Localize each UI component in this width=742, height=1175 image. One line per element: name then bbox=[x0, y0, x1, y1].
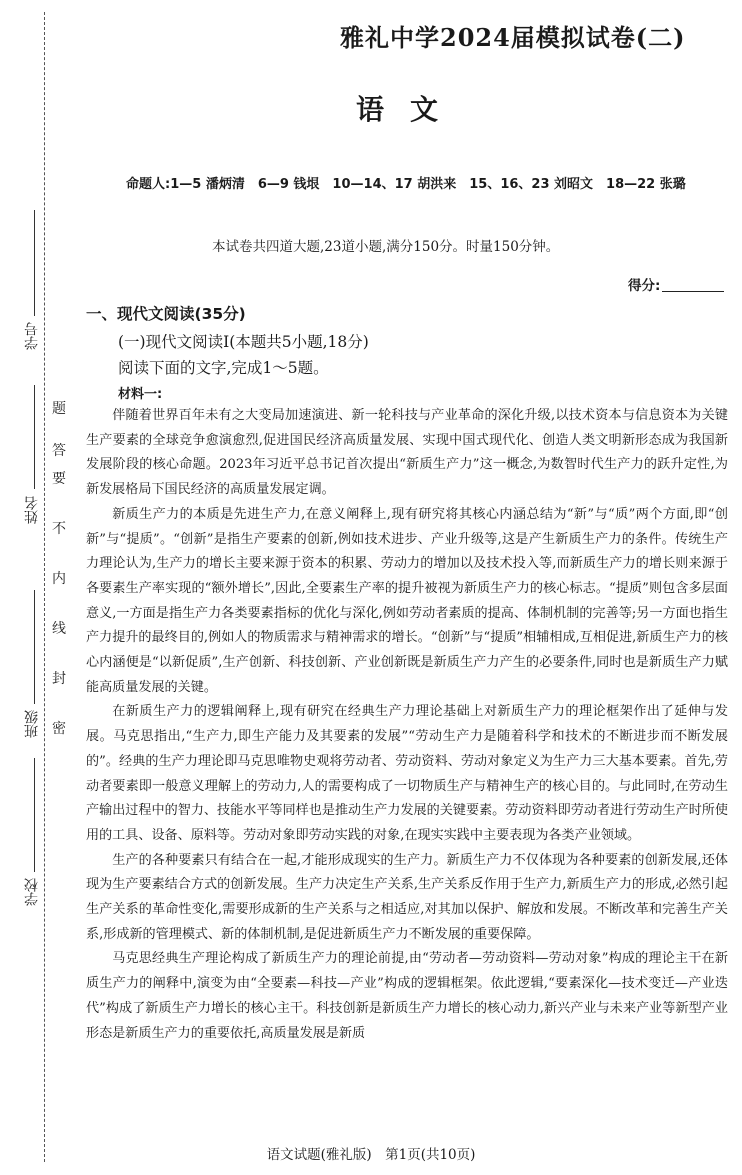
class-label: 班级 bbox=[24, 710, 40, 738]
seal-char-da: 答 bbox=[52, 443, 66, 459]
paragraph: 新质生产力的本质是先进生产力,在意义阐释上,现有研究将其核心内涵总结为“新”与“质”两个方面,即“创新”与“提质”。“创新”是指生产要素的创新,例如技术进步、产业升级等,这是产生新质生产力的条件。传统生产力理论认为,生产力的增长主要来源于资本的积累、劳动力的增加以及技术投入等,而新质生产力的增长则来源于各要素生产率实现的“额外增长”,因此,全要素生产率的提升被视为新质生产力的核心标志。“提质”则包含多层面意义,一方面是指生产力各类要素指标的优化与深化,例如劳动者素质的提高、体制机制的完善等;另一方面也指生产力提升的最终目的,例如人的物质需求与精神需求的增长。“创新”与“提质”相辅相成,互相促进,新质生产力的核心内涵便是“以新促质”,生产创新、科技创新、产业创新既是新质生产力产生的必要条件,同时也是新质生产力赋能高质量发展的关键。 bbox=[86, 506, 728, 695]
seal-char-mi: 密 bbox=[52, 721, 66, 737]
seal-char-yao: 要 bbox=[52, 471, 66, 487]
reading-instruction: 阅读下面的文字,完成1～5题。 bbox=[118, 359, 329, 377]
seal-char-xian: 线 bbox=[52, 621, 66, 637]
paragraph: 在新质生产力的逻辑阐释上,现有研究在经典生产力理论基础上对新质生产力的理论框架作出了延伸与发展。马克思指出,“生产力,即生产能力及其要素的发展”“劳动生产力是随着科学和技术的不断进步而不断发展的”。经典的生产力理论即马克思唯物史观将劳动者、劳动资料、劳动对象定义为生产力三大基本要素。首先,劳动者要素即一般意义理解上的劳动力,人的需要构成了一切物质生产与精神生产的核心目的。与此同时,在劳动生产输出过程中的智力、技能水平等同样也是推动生产力发展的关键要素。劳动资料即劳动者进行劳动生产时所使用的工具、设备、原料等。劳动对象即劳动实践的对象,在现实实践中主要表现为各类产业领域。 bbox=[86, 704, 728, 843]
paragraph: 马克思经典生产理论构成了新质生产力的理论前提,由“劳动者—劳动资料—劳动对象”构成的理论主干在新质生产力的阐释中,演变为由“全要素—科技—产业”构成的逻辑框架。依此逻辑,“要素深化—技术变迁—产业迭代”构成了新质生产力增长的核心主干。科技创新是新质生产力增长的核心动力,新兴产业与未来产业等新型产业形态是新质生产力的重要依托,高质量发展是新质 bbox=[86, 951, 728, 1041]
page-footer: 语文试题(雅礼版) 第1页(共10页) bbox=[266, 1147, 476, 1163]
class-line[interactable] bbox=[34, 590, 35, 704]
school-line[interactable] bbox=[34, 758, 35, 872]
seal-char-bu: 不 bbox=[52, 521, 66, 537]
reading-passage bbox=[86, 404, 728, 1046]
school-label: 学校 bbox=[24, 878, 40, 906]
material-label: 材料一: bbox=[118, 387, 163, 402]
exam-title: 雅礼中学2024届模拟试卷(二) bbox=[340, 23, 686, 52]
section-title: 一、现代文阅读(35分) bbox=[86, 305, 246, 323]
name-line[interactable] bbox=[34, 385, 35, 489]
score-blank[interactable] bbox=[662, 291, 724, 292]
score-label: 得分: bbox=[628, 278, 661, 294]
name-label: 姓名 bbox=[24, 496, 40, 524]
score-field bbox=[628, 274, 724, 294]
student-id-line[interactable] bbox=[34, 210, 35, 316]
seal-char-nei: 内 bbox=[52, 571, 66, 587]
seal-char-ti: 题 bbox=[52, 401, 66, 417]
seal-char-feng: 封 bbox=[52, 671, 66, 687]
section-subtitle: (一)现代文阅读Ⅰ(本题共5小题,18分) bbox=[118, 333, 369, 351]
paragraph: 伴随着世界百年未有之大变局加速演进、新一轮科技与产业革命的深化升级,以技术资本与信息资本为关键生产要素的全球竞争愈演愈烈,促进国民经济高质量发展、实现中国式现代化、创造人类文明新形态成为我国新发展阶段的核心命题。2023年习近平总书记首次提出“新质生产力”这一概念,为数智时代生产力的跃升定性,为新发展格局下国民经济的高质量发展定调。 bbox=[86, 408, 728, 498]
subject-title: 语文 bbox=[356, 93, 465, 126]
exam-info: 本试卷共四道大题,23道小题,满分150分。时量150分钟。 bbox=[212, 239, 560, 255]
authors-line: 命题人:1—5 潘炳清 6—9 钱垠 10—14、17 胡洪来 15、16、23 刘昭文 18—22 张璐 bbox=[126, 177, 686, 192]
student-id-label: 学号 bbox=[24, 322, 40, 350]
paragraph: 生产的各种要素只有结合在一起,才能形成现实的生产力。新质生产力不仅体现为各种要素的创新发展,还体现为生产要素结合方式的创新发展。生产力决定生产关系,生产关系反作用于生产力,新质生产力的形成,必然引起生产关系的革命性变化,需要形成新的生产关系与之相适应,对其加以保护、解放和发展。不断改革和完善生产关系,形成新的管理模式、新的体制机制,是促进新质生产力不断发展的重要保障。 bbox=[86, 852, 728, 942]
seal-dashed-line bbox=[44, 12, 45, 1162]
